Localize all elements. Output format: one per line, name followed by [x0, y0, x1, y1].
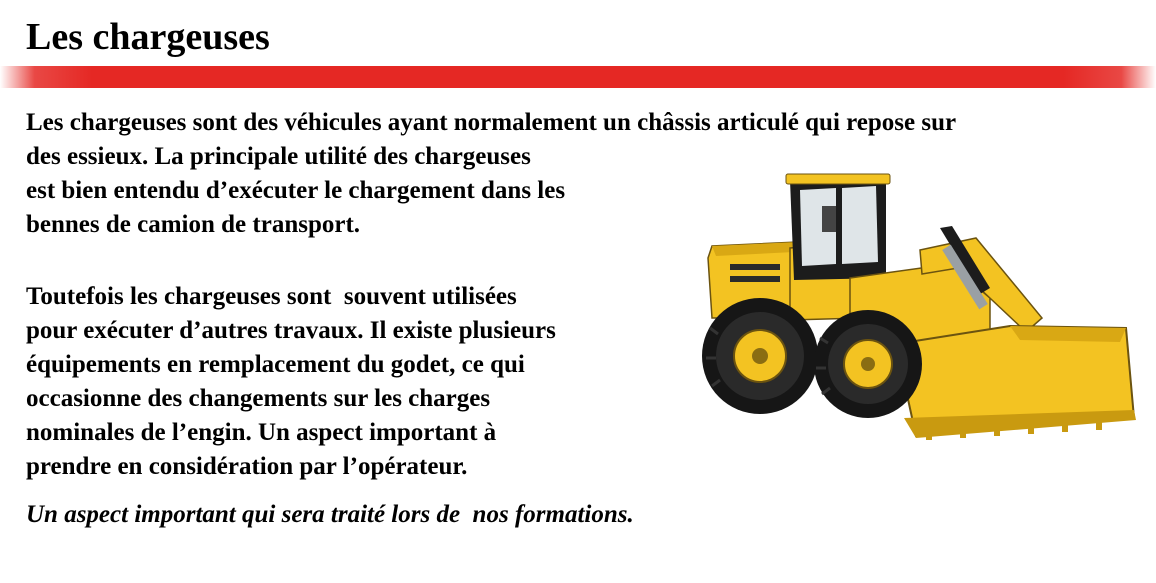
training-note: Un aspect important qui sera traité lors de nos formations.	[26, 501, 634, 528]
page-title: Les chargeuses	[26, 16, 270, 58]
red-divider	[0, 66, 1156, 88]
equipment-paragraph: Toutefois les chargeuses sont souvent utilisées pour exécuter d’autres travaux. Il existe plusieurs équipements en remplacement du godet, ce qui occasionne des changements sur les charges nominales de l’engin. Un aspect important à prendre en considération par l’opérateur.	[26, 283, 556, 480]
intro-first-line: Les chargeuses sont des véhicules ayant normalement un châssis articulé qui repose sur	[26, 109, 957, 136]
intro-paragraph: des essieux. La principale utilité des chargeuses est bien entendu d’exécuter le chargement dans les bennes de camion de transport.	[26, 143, 566, 238]
wheel-loader-icon	[690, 168, 1140, 450]
